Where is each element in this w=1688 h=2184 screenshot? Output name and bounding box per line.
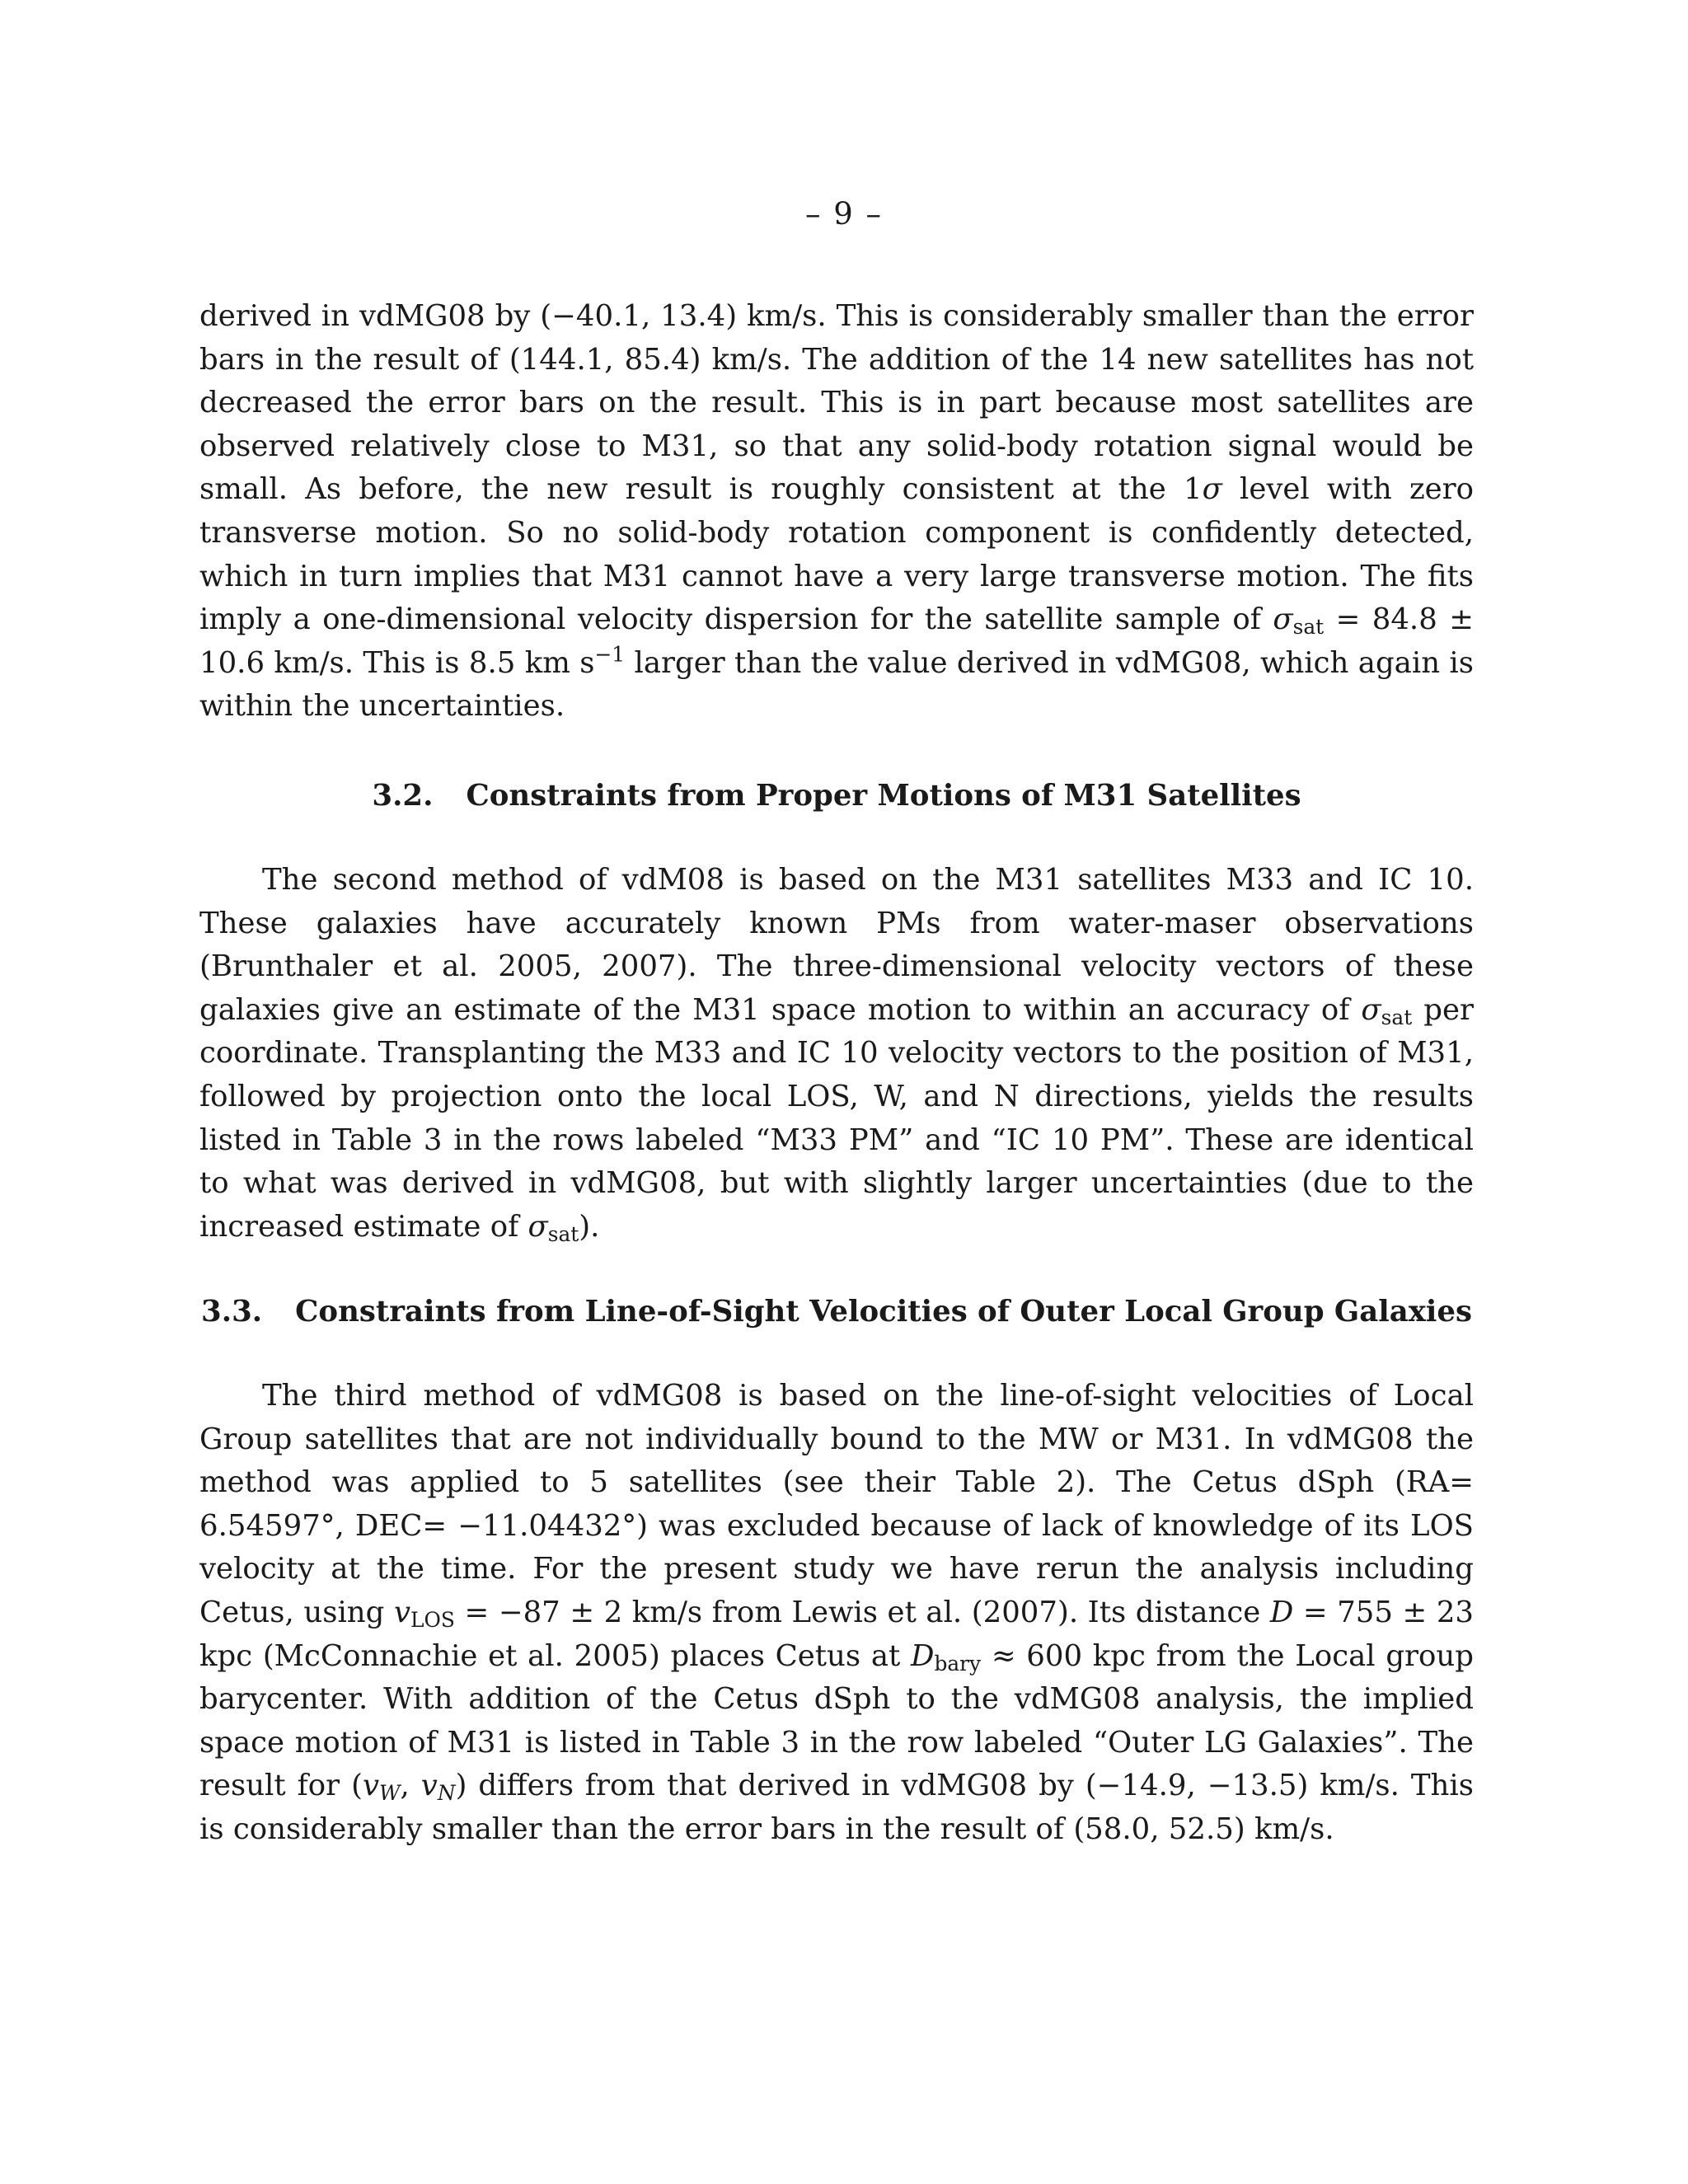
section-3-2-paragraph: The second method of vdM08 is based on the M31 satellites M33 and IC 10. These galaxies have accurately known PMs from water-maser observations (Brunthaler et al. 2005, 2007). The three-dimensional velocity vectors of these galaxies give an estimate of the M31 space motion to within an accuracy of $\sigma_{sat}$ per coordinate. Transplanting the M33 and IC 10 velocity vectors to the position of M31, followed by projection onto the local LOS, W, and N directions, yields the results listed in Table 3 in the rows labeled “M33 PM” and “IC 10 PM”. These are identical to what was derived in vdMG08, but with slightly larger uncertainties (due to the increased estimate of $\sigma_{sat}$). xyxy=(199,863,1474,1246)
intro-paragraph: derived in vdMG08 by (−40.1, 13.4) km/s. This is considerably smaller than the error bars in the result of (144.1, 85.4) km/s. The addition of the 14 new satellites has not decreased the error bars on the result. This is in part because most satellites are observed relatively close to M31, so that any solid-body rotation signal would be small. As before, the new result is roughly consistent at the 1σ level with zero transverse motion. So no solid-body rotation component is confidently detected, which in turn implies that M31 cannot have a very large transverse motion. The fits imply a one-dimensional velocity dispersion for the satellite sample of $\sigma_{sat} = 84.8 \pm 10.6$ km/s. This is 8.5 km $s^{-1}$ larger than the value derived in vdMG08, which again is within the uncertainties. xyxy=(199,299,1475,724)
section-heading-3-2: 3.2. Constraints from Proper Motions of M31 Satellites xyxy=(372,779,1301,813)
intro-block xyxy=(199,295,1474,729)
section-3-2-body xyxy=(199,859,1474,1249)
section-3-3-paragraph: The third method of vdMG08 is based on the line-of-sight velocities of Local Group satellites that are not individually bound to the MW or M31. In vdMG08 the method was applied to 5 satellites (see their Table 2). The Cetus dSph (RA= 6.54597°, DEC= −11.04432°) was excluded because of lack of knowledge of its LOS velocity at the time. For the present study we have rerun the analysis including Cetus, using $v_{LOS} = -87 \pm 2$ km/s from Lewis et al. (2007). Its distance D = 755 ± 23 kpc (McConnachie et al. 2005) places Cetus at $D_{bary} \approx 600$ kpc from the Local group barycenter. With addition of the Cetus dSph to the vdMG08 analysis, the implied space motion of M31 is listed in Table 3 in the row labeled “Outer LG Galaxies”. The result for ($v_W$, $v_N$) differs from that derived in vdMG08 by (−14.9, −13.5) km/s. This is considerably smaller than the error bars in the result of (58.0, 52.5) km/s. xyxy=(199,1379,1475,1846)
page-number: – 9 – xyxy=(804,196,884,232)
section-3-2 xyxy=(199,775,1474,818)
section-heading-3-3: 3.3. Constraints from Line-of-Sight Velocities of Outer Local Group Galaxies xyxy=(201,1295,1472,1329)
section-3-3-body xyxy=(199,1375,1474,1852)
section-3-3 xyxy=(199,1291,1474,1334)
